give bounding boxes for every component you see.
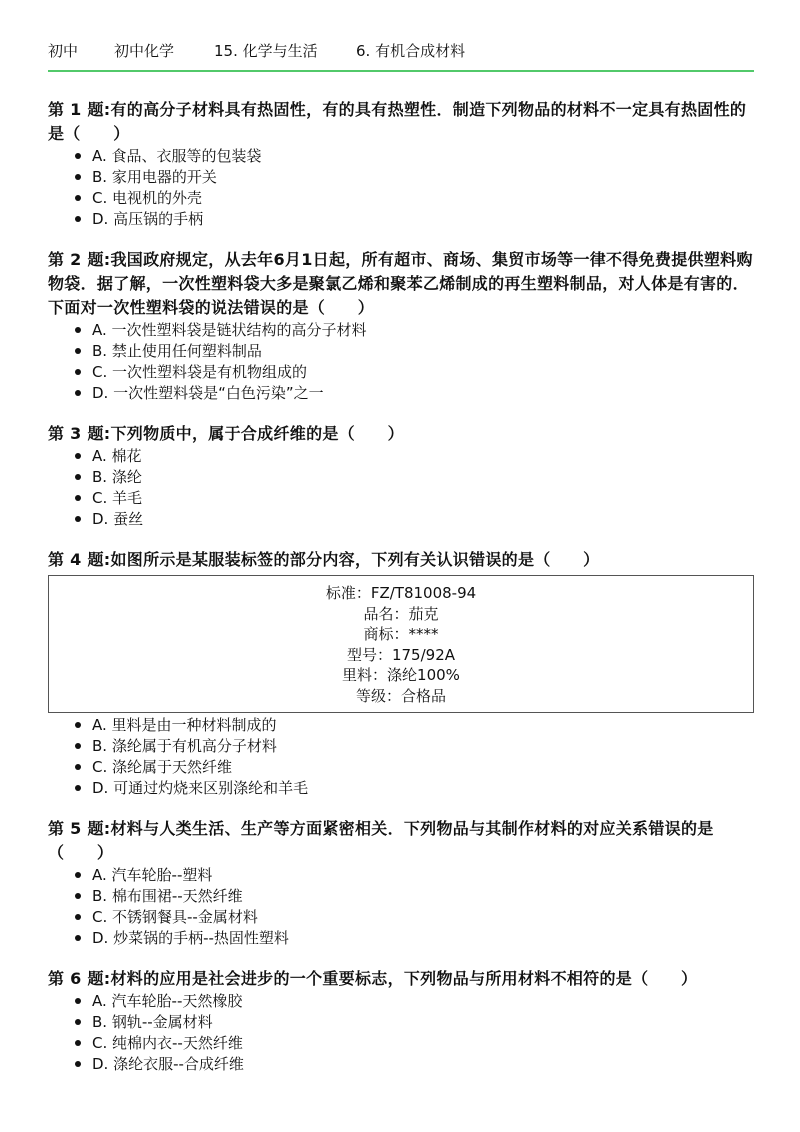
- option-list: [48, 715, 754, 799]
- question-6: [48, 967, 754, 1075]
- option-d: D. 蚕丝: [74, 509, 754, 530]
- option-a: A. 棉花: [74, 446, 754, 467]
- question-title: 第 6 题:材料的应用是社会进步的一个重要标志，下列物品与所用材料不相符的是（ ）: [48, 969, 698, 988]
- label-line-brand: 商标：****: [363, 625, 439, 643]
- option-list: [48, 146, 754, 230]
- option-d: D. 炒菜锅的手柄--热固性塑料: [74, 928, 754, 949]
- question-title: 第 1 题:有的高分子材料具有热固性，有的具有热塑性．制造下列物品的材料不一定具有热固性的是（ ）: [48, 100, 747, 143]
- clothing-label-figure: [48, 575, 754, 713]
- question-list: [48, 98, 754, 1093]
- option-b: B. 棉布围裙--天然纤维: [74, 886, 754, 907]
- option-c: C. 一次性塑料袋是有机物组成的: [74, 362, 754, 383]
- question-title: 第 5 题:材料与人类生活、生产等方面紧密相关．下列物品与其制作材料的对应关系错误的是（ ）: [48, 819, 714, 862]
- question-title: 第 2 题:我国政府规定，从去年6月1日起，所有超市、商场、集贸市场等一律不得免费提供塑料购物袋．据了解，一次性塑料袋大多是聚氯乙烯和聚苯乙烯制成的再生塑料制品，对人体是有害的．下面对一次性塑料袋的说法错误的是（ ）: [48, 250, 753, 317]
- label-line-standard: 标准：FZ/T81008-94: [325, 584, 477, 602]
- breadcrumb-chapter[interactable]: 15. 化学与生活: [214, 42, 318, 60]
- question-1: [48, 98, 754, 230]
- option-c: C. 电视机的外壳: [74, 188, 754, 209]
- option-b: B. 禁止使用任何塑料制品: [74, 341, 754, 362]
- question-3: [48, 422, 754, 530]
- option-b: B. 家用电器的开关: [74, 167, 754, 188]
- breadcrumb-section[interactable]: 6. 有机合成材料: [356, 42, 466, 60]
- question-2: [48, 248, 754, 404]
- option-d: D. 高压锅的手柄: [74, 209, 754, 230]
- option-c: C. 不锈钢餐具--金属材料: [74, 907, 754, 928]
- option-list: [48, 865, 754, 949]
- label-line-lining: 里料：涤纶100%: [342, 666, 460, 684]
- question-title: 第 3 题:下列物质中，属于合成纤维的是（ ）: [48, 424, 404, 443]
- option-b: B. 钢轨--金属材料: [74, 1012, 754, 1033]
- option-b: B. 涤纶: [74, 467, 754, 488]
- breadcrumb: [48, 40, 754, 62]
- option-a: A. 食品、衣服等的包装袋: [74, 146, 754, 167]
- header-divider: [48, 70, 754, 72]
- option-b: B. 涤纶属于有机高分子材料: [74, 736, 754, 757]
- option-list: [48, 446, 754, 530]
- breadcrumb-subject[interactable]: 初中化学: [114, 42, 175, 60]
- option-list: [48, 320, 754, 404]
- option-a: A. 汽车轮胎--塑料: [74, 865, 754, 886]
- option-c: C. 羊毛: [74, 488, 754, 509]
- question-title: 第 4 题:如图所示是某服装标签的部分内容，下列有关认识错误的是（ ）: [48, 550, 600, 569]
- option-c: C. 纯棉内衣--天然纤维: [74, 1033, 754, 1054]
- option-a: A. 汽车轮胎--天然橡胶: [74, 991, 754, 1012]
- option-a: A. 里料是由一种材料制成的: [74, 715, 754, 736]
- option-a: A. 一次性塑料袋是链状结构的高分子材料: [74, 320, 754, 341]
- option-d: D. 可通过灼烧来区别涤纶和羊毛: [74, 778, 754, 799]
- question-4: [48, 548, 754, 799]
- label-line-grade: 等级：合格品: [355, 686, 446, 705]
- option-c: C. 涤纶属于天然纤维: [74, 757, 754, 778]
- question-5: [48, 817, 754, 949]
- option-d: D. 涤纶衣服--合成纤维: [74, 1054, 754, 1075]
- breadcrumb-level[interactable]: 初中: [48, 42, 79, 60]
- option-list: [48, 991, 754, 1075]
- option-d: D. 一次性塑料袋是“白色污染”之一: [74, 383, 754, 404]
- label-line-model: 型号：175/92A: [346, 645, 456, 664]
- label-line-product: 品名：茄克: [363, 604, 439, 623]
